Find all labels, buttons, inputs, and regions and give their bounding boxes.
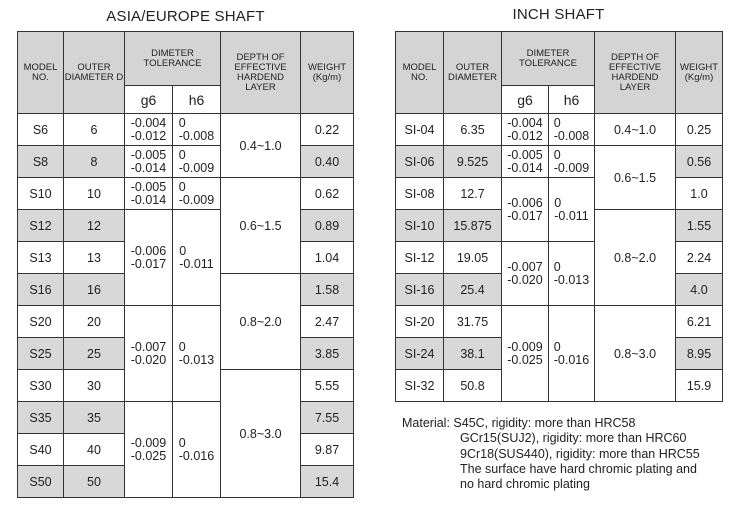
depth-cell: 0.4~1.0 (595, 114, 676, 146)
weight-cell: 9.87 (301, 434, 354, 466)
outer-cell: 50 (64, 466, 125, 498)
h6-cell: 0 -0.009 (173, 178, 221, 210)
model-cell: SI-08 (396, 178, 444, 210)
header-outer-diameter: OUTER DIAMETER D (64, 32, 125, 114)
outer-cell: 31.75 (444, 306, 502, 338)
depth-cell: 0.8~2.0 (595, 210, 676, 306)
header-weight: WEIGHT (Kg/m) (301, 32, 354, 114)
header-model: MODEL NO. (18, 32, 64, 114)
g6-cell: -0.005 -0.014 (125, 178, 173, 210)
weight-cell: 0.56 (676, 146, 723, 178)
header-tolerance: DIMETER TOLERANCE (125, 32, 221, 86)
weight-cell: 0.89 (301, 210, 354, 242)
model-cell: SI-32 (396, 370, 444, 402)
outer-cell: 10 (64, 178, 125, 210)
g6-cell: -0.007 -0.020 (125, 306, 173, 402)
outer-cell: 9.525 (444, 146, 502, 178)
depth-cell: 0.8~3.0 (595, 306, 676, 402)
g6-cell: -0.005 -0.014 (502, 146, 549, 178)
weight-cell: 1.04 (301, 242, 354, 274)
model-cell: SI-04 (396, 114, 444, 146)
material-line: GCr15(SUJ2), rigidity: more than HRC60 (460, 431, 687, 446)
depth-cell: 0.4~1.0 (221, 114, 301, 178)
depth-cell: 0.8~3.0 (221, 370, 301, 498)
h6-cell: 0 -0.008 (173, 114, 221, 146)
header-h6: h6 (173, 86, 221, 114)
g6-cell: -0.005 -0.014 (125, 146, 173, 178)
asia-europe-shaft-table (17, 31, 354, 498)
asia-europe-title: ASIA/EUROPE SHAFT (106, 8, 265, 25)
outer-cell: 15.875 (444, 210, 502, 242)
weight-cell: 1.58 (301, 274, 354, 306)
h6-cell: 0 -0.013 (549, 242, 595, 306)
h6-cell: 0 -0.016 (173, 402, 221, 498)
model-cell: SI-24 (396, 338, 444, 370)
weight-cell: 2.24 (676, 242, 723, 274)
h6-cell: 0 -0.009 (173, 146, 221, 178)
material-line: 9Cr18(SUS440), rigidity: more than HRC55 (460, 446, 700, 461)
outer-cell: 50.8 (444, 370, 502, 402)
model-cell: S30 (18, 370, 64, 402)
material-line: The surface have hard chromic plating and (460, 461, 697, 476)
outer-cell: 13 (64, 242, 125, 274)
outer-cell: 25.4 (444, 274, 502, 306)
header-tolerance: DIMETER TOLERANCE (502, 32, 595, 86)
g6-cell: -0.006 -0.017 (502, 178, 549, 242)
g6-cell: -0.009 -0.025 (502, 306, 549, 402)
header-weight: WEIGHT (Kg/m) (676, 32, 723, 114)
outer-cell: 12 (64, 210, 125, 242)
material-line: Material: S45C, rigidity: more than HRC58 (402, 416, 636, 430)
h6-cell: 0 -0.011 (549, 178, 595, 242)
model-cell: SI-06 (396, 146, 444, 178)
h6-cell: 0 -0.008 (549, 114, 595, 146)
outer-cell: 40 (64, 434, 125, 466)
model-cell: S40 (18, 434, 64, 466)
depth-cell: 0.6~1.5 (595, 146, 676, 210)
g6-cell: -0.004 -0.012 (502, 114, 549, 146)
weight-cell: 0.62 (301, 178, 354, 210)
outer-cell: 12.7 (444, 178, 502, 210)
weight-cell: 5.55 (301, 370, 354, 402)
model-cell: SI-12 (396, 242, 444, 274)
inch-shaft-table (395, 31, 723, 402)
header-g6: g6 (502, 86, 549, 114)
model-cell: S13 (18, 242, 64, 274)
weight-cell: 0.40 (301, 146, 354, 178)
weight-cell: 0.25 (676, 114, 723, 146)
weight-cell: 0.22 (301, 114, 354, 146)
outer-cell: 25 (64, 338, 125, 370)
model-cell: S12 (18, 210, 64, 242)
outer-cell: 8 (64, 146, 125, 178)
weight-cell: 1.55 (676, 210, 723, 242)
outer-cell: 19.05 (444, 242, 502, 274)
weight-cell: 1.0 (676, 178, 723, 210)
g6-cell: -0.007 -0.020 (502, 242, 549, 306)
model-cell: S16 (18, 274, 64, 306)
outer-cell: 6.35 (444, 114, 502, 146)
header-h6: h6 (549, 86, 595, 114)
model-cell: SI-20 (396, 306, 444, 338)
header-depth: DEPTH OF EFFECTIVE HARDEND LAYER (595, 32, 676, 114)
material-line: no hard chromic plating (460, 477, 590, 492)
h6-cell: 0 -0.011 (173, 210, 221, 306)
g6-cell: -0.009 -0.025 (125, 402, 173, 498)
model-cell: SI-10 (396, 210, 444, 242)
weight-cell: 2.47 (301, 306, 354, 338)
model-cell: S10 (18, 178, 64, 210)
weight-cell: 4.0 (676, 274, 723, 306)
model-cell: S50 (18, 466, 64, 498)
outer-cell: 35 (64, 402, 125, 434)
header-model: MODEL NO. (396, 32, 444, 114)
model-cell: S25 (18, 338, 64, 370)
outer-cell: 30 (64, 370, 125, 402)
weight-cell: 8.95 (676, 338, 723, 370)
inch-shaft-title: INCH SHAFT (512, 6, 605, 23)
weight-cell: 3.85 (301, 338, 354, 370)
model-cell: SI-16 (396, 274, 444, 306)
weight-cell: 6.21 (676, 306, 723, 338)
outer-cell: 16 (64, 274, 125, 306)
g6-cell: -0.004 -0.012 (125, 114, 173, 146)
h6-cell: 0 -0.016 (549, 306, 595, 402)
header-g6: g6 (125, 86, 173, 114)
header-depth: DEPTH OF EFFECTIVE HARDEND LAYER (221, 32, 301, 114)
depth-cell: 0.6~1.5 (221, 178, 301, 274)
weight-cell: 15.4 (301, 466, 354, 498)
weight-cell: 7.55 (301, 402, 354, 434)
model-cell: S6 (18, 114, 64, 146)
outer-cell: 38.1 (444, 338, 502, 370)
outer-cell: 6 (64, 114, 125, 146)
model-cell: S35 (18, 402, 64, 434)
weight-cell: 15.9 (676, 370, 723, 402)
outer-cell: 20 (64, 306, 125, 338)
h6-cell: 0 -0.009 (549, 146, 595, 178)
model-cell: S20 (18, 306, 64, 338)
header-outer-diameter: OUTER DIAMETER (444, 32, 502, 114)
g6-cell: -0.006 -0.017 (125, 210, 173, 306)
model-cell: S8 (18, 146, 64, 178)
depth-cell: 0.8~2.0 (221, 274, 301, 370)
material-notes (402, 416, 700, 492)
h6-cell: 0 -0.013 (173, 306, 221, 402)
